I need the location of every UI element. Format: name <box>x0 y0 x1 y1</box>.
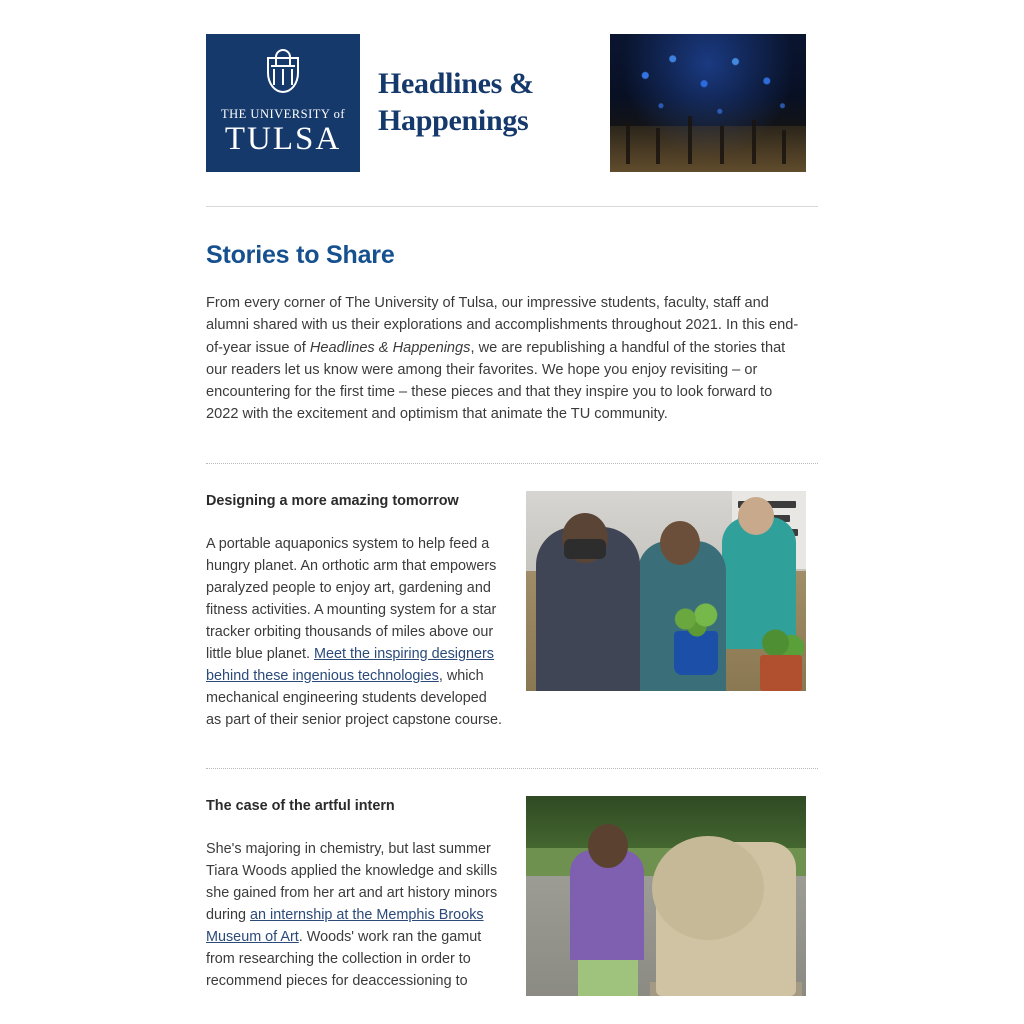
newsletter-title-line2: Happenings <box>378 104 529 137</box>
intro-text-part1: From every corner of The University of Tulsa, our impressive students, faculty, staff and alumni shared with us their explorations and accomplishments throughout 2021. In this end-of-year issue of <box>206 295 799 356</box>
university-of-text: THE UNIVERSITY of <box>221 107 345 122</box>
story-item <box>206 796 818 996</box>
story-item <box>206 491 818 731</box>
story-title: The case of the artful intern <box>206 797 395 814</box>
story-title: Designing a more amazing tomorrow <box>206 492 459 509</box>
story-text-block <box>206 796 504 992</box>
story-body-part2: , which mechanical engineering students developed as part of their senior project capstone course. <box>206 667 502 728</box>
story-body-part2: . Woods' work ran the gamut from researching the collection in order to recommend pieces for deaccessioning to <box>206 928 482 989</box>
story-body-part1: She's majoring in chemistry, but last summer Tiara Woods applied the knowledge and skills she gained from her art and art history minors during <box>206 840 498 923</box>
story-text-block <box>206 491 504 731</box>
story-body-part1: A portable aquaponics system to help feed a hungry planet. An orthotic arm that empowers paralyzed people to enjoy art, gardening and fitness activities. A mounting system for a star tracker orbiting thousands of miles above our little blue planet. <box>206 535 497 662</box>
newsletter-title-line1: Headlines & <box>378 67 534 101</box>
story-link[interactable]: Meet the inspiring designers behind these ingenious technologies <box>206 645 494 684</box>
university-logo-block <box>206 34 360 172</box>
tulsa-wordmark: TULSA <box>224 121 342 158</box>
tu-crest-icon <box>261 49 305 101</box>
banner-photo-holiday-lights <box>610 34 806 172</box>
section-title-stories-to-share: Stories to Share <box>206 241 395 269</box>
story-image <box>526 491 806 691</box>
story-image <box>526 796 806 996</box>
masthead-banner <box>206 34 806 172</box>
intro-text-part2: , we are republishing a handful of the stories that our readers let us know were among their favorites. We hope you enjoy revisiting – or encountering for the first time – these pieces and that they inspire you to look forward to 2022 with the excitement and optimism that animate the TU community. <box>206 339 786 423</box>
content-wrapper <box>206 0 818 996</box>
story-link[interactable]: an internship at the Memphis Brooks Museum of Art <box>206 906 484 945</box>
section-intro-paragraph <box>206 292 802 426</box>
newsletter-title-block <box>360 34 610 172</box>
story-body <box>206 838 504 992</box>
intro-italic-newsletter-name: Headlines & Happenings <box>309 339 471 356</box>
story-body <box>206 533 504 731</box>
divider-solid-top <box>206 206 818 207</box>
tree-trunks-decoration <box>610 34 806 172</box>
